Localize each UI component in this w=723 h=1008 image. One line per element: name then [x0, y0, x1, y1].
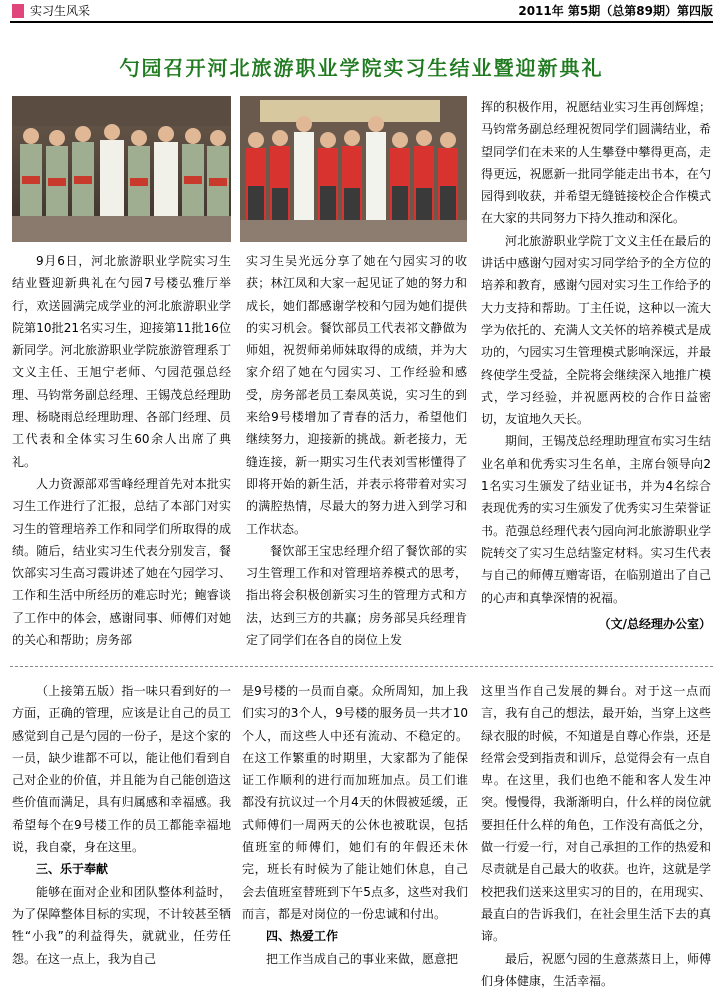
paragraph: 最后，祝愿勺园的生意蒸蒸日上，师傅们身体健康，生活幸福。	[481, 951, 711, 988]
ceremony-photo-1	[12, 96, 231, 242]
article-title: 勺园召开河北旅游职业学院实习生结业暨迎新典礼	[119, 56, 604, 80]
bottom-column-2	[242, 680, 468, 970]
bottom-column-3	[481, 680, 711, 992]
top-column-3	[481, 96, 711, 635]
paragraph-continued: 是9号楼的一员而自豪。众所周知，加上我们实习的3个人，9号楼的服务员一共才10个人，而这些人中还有流动、不稳定的。在这工作繁重的时期里，大家都为了能保证工作顺利的进行而加班加点。员工们谁都没有抗议过一个月4天的休假被延缓，正式师傅们一周两天的公休也被耽误，包括值班室的师傅们，她们有的年假还未休完，班长有时候为了能让她们休息，自己会去值班室替班到下午5点多，这些对我们而言，都是对岗位的一份忠诚和付出。	[242, 684, 468, 921]
section-divider	[10, 666, 713, 667]
top-column-1	[12, 250, 231, 651]
ceremony-photo-2	[240, 96, 467, 242]
section-marker	[12, 4, 24, 18]
paragraph: 把工作当成自己的事业来做，愿意把	[266, 951, 459, 966]
paragraph: 能够在面对企业和团队整体利益时，为了保障整体目标的实现，不计较甚至牺牲“小我”的利益得失，就就业，任劳任怨。在这一点上，我为自己	[12, 884, 231, 966]
paragraph: 人力资源部邓雪峰经理首先对本批实习生工作进行了汇报，总结了本部门对实习生的管理培养工作和同学们所取得的成绩。随后，结业实习生代表分别发言，餐饮部实习生高习霞讲述了她在勺园学习、工作和生活中所经历的难忘时光；鲍睿谈了工作中的体会，感谢同事、师傅们对她的关心和帮助；房务部	[12, 476, 231, 648]
paragraph: 河北旅游职业学院丁文义主任在最后的讲话中感谢勺园对实习同学给予的全方位的培养和教育，感谢勺园对实习生工作给予的大力支持和帮助。丁主任说，这种以一流大学为依托的、充满人文关怀的培养模式是成功的，勺园实习生管理模式影响深远，并最终使学生受益，全院将会继续深入地推广模式，学习经验，并祝愿两校的合作日益密切，友谊地久天长。	[481, 233, 711, 427]
bottom-column-1	[12, 680, 231, 970]
paragraph: 餐饮部王宝忠经理介绍了餐饮部的实习生管理工作和对管理培养模式的思考，指出将会积极创新实习生的管理方式和方法，达到三方的共赢；房务部吴兵经理肯定了同学们在各自的岗位上发	[246, 543, 467, 648]
subheading-dedication: 三、乐于奉献	[36, 862, 109, 877]
paragraph: 期间，王锡茂总经理助理宣布实习生结业名单和优秀实习生名单，主席台领导向21名实习生颁发了结业证书，并为4名综合表现优秀的实习生颁发了优秀实习生荣誉证书。范强总经理代表勺园向河北旅游职业学院转交了实习生总结鉴定材料。实习生代表与自己的师傅互赠寄语，在临别道出了自己的心声和真挚深情的祝福。	[481, 434, 711, 605]
paragraph-continued: 这里当作自己发展的舞台。对于这一点而言，我有自己的想法，最开始，当穿上这些绿衣服的时候，不知道是自尊心作祟，还是经常会受到指责和训斥，总觉得会有一点自卑。在这里，我们也绝不能和客人发生冲突。慢慢得，我渐渐明白，什么样的岗位就要担任什么样的角色，工作没有高低之分，做一行爱一行，对自己承担的工作的热爱和尽责就是自己最大的收获。也许，这就是学校把我们送来这里实习的目的，在用现实、最直白的告诉我们，在社会里生活下去的真谛。	[481, 684, 711, 944]
paragraph: 9月6日，河北旅游职业学院实习生结业暨迎新典礼在勺园7号楼弘雅厅举行，欢送圆满完成学业的河北旅游职业学院第10批21名实习生，迎接第11批16位新同学。河北旅游职业学院旅游管理系丁文义主任、王旭宁老师、勺园范强总经理、马钧常务副总经理、王锡茂总经理助理、杨晓雨总经理助理、各部门经理、员工代表和全体实习生60余人出席了典礼。	[12, 254, 231, 469]
header-rule	[10, 21, 713, 23]
issue-info: 2011年 第5期（总第89期）第四版	[518, 4, 713, 18]
paragraph-continued: 挥的积极作用，祝愿结业实习生再创辉煌；马钧常务副总经理祝贺同学们圆满结业，希望同学们在未来的人生攀登中攀得更高，走得更远，祝愿新一批同学能走出书本，在勺园得到收获，并希望无缝链接校企合作模式在大家的共同努力下持久推动和深化。	[481, 100, 711, 226]
byline: （文/总经理办公室）	[598, 616, 711, 631]
paragraph-continued: 实习生吴光远分享了她在勺园实习的收获；林江凤和大家一起见证了她的努力和成长，她们都感谢学校和勺园为她们提供的实习机会。餐饮部员工代表祁文静做为师姐，祝贺师弟师妹取得的成绩，并为大家介绍了她在勺园实习、工作经验和感受，房务部老员工秦凤英说，实习生的到来给9号楼增加了青春的活力，希望他们继续努力，迎接新的挑战。新老接力，无缝连接，新一期实习生代表刘雪彬懂得了即将开始的新生活，并表示将带着对实习的满腔热情，尽最大的努力进入到学习和工作状态。	[246, 254, 467, 536]
subheading-love-work: 四、热爱工作	[266, 929, 339, 944]
section-name: 实习生风采	[30, 4, 91, 18]
paragraph: （上接第五版）指一味只看到好的一方面，正确的管理，应该是让自己的员工感觉到自己是勺园的一份子，是这个家的一员，缺少谁都不可以，能让他们看到自己对企业的价值，并且能为自己能创造这些价值而满足，具有归属感和幸福感。我希望每个在9号楼工作的员工都能幸福地说，我自豪，身在这里。	[12, 684, 231, 855]
top-column-2	[246, 250, 467, 651]
